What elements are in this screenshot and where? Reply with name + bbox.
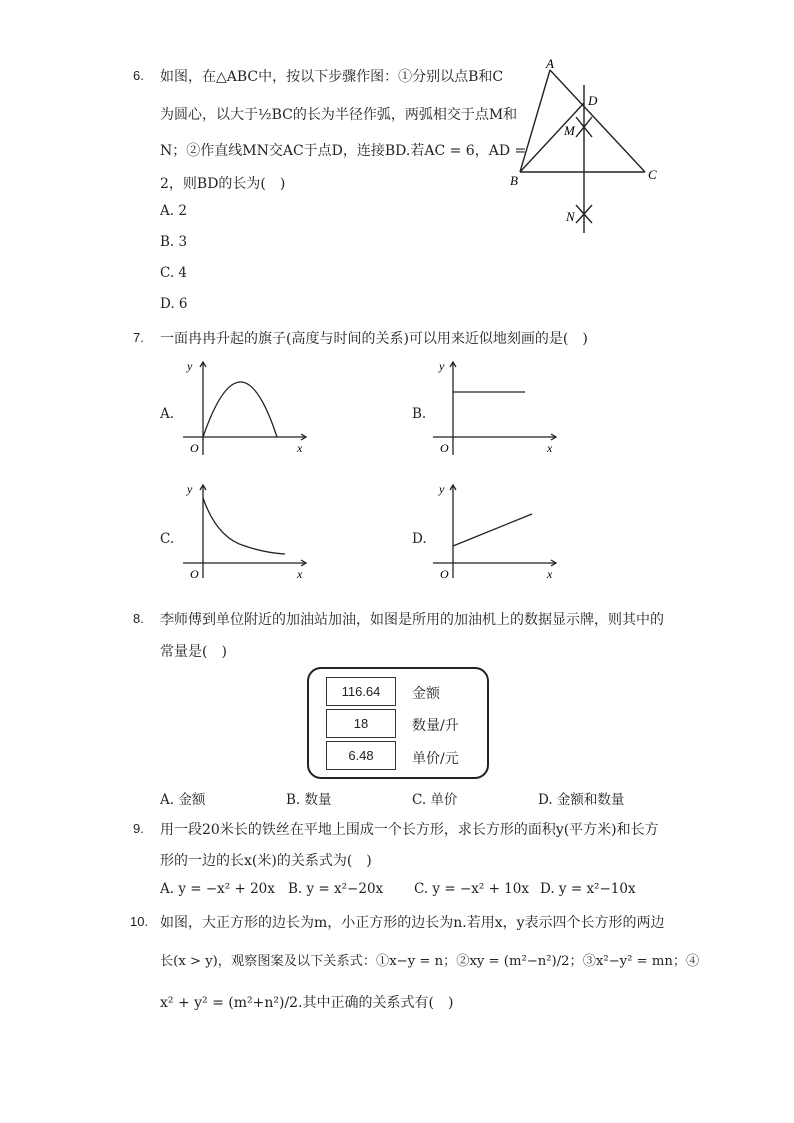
graph-d (425, 478, 565, 583)
question-number: 8. (133, 611, 144, 626)
quantity-label: 数量/升 (412, 718, 459, 734)
option-c[interactable]: C. 4 (160, 265, 188, 281)
question-text: 如图，大正方形的边长为m，小正方形的边长为n.若用x，y表示四个长方形的两边 (160, 915, 665, 931)
option-c[interactable]: C. 单价 (412, 792, 458, 808)
option-b[interactable]: B. 数量 (286, 792, 332, 808)
option-d[interactable]: D. (412, 531, 427, 547)
option-d[interactable]: D. 6 (160, 296, 188, 312)
question-text: 长(x > y)，观察图案及以下关系式：①x−y = n；②xy = (m²−n²)/2；③x²−y² = mn；④ (160, 954, 700, 969)
option-a[interactable]: A. 金额 (160, 792, 206, 808)
option-c[interactable]: C. y = −x² + 10x (414, 881, 529, 897)
side-ac (550, 70, 645, 172)
svg-text:x: x (547, 567, 553, 581)
option-a[interactable]: A. (160, 406, 175, 422)
graph-a (175, 355, 315, 460)
question-number: 9. (133, 821, 144, 836)
option-a[interactable]: A. y = −x² + 20x (160, 881, 275, 897)
label-d: D (588, 93, 598, 108)
amount-label: 金额 (412, 686, 440, 702)
option-a[interactable]: A. 2 (160, 203, 187, 219)
svg-text:y: y (187, 359, 193, 373)
option-d[interactable]: D. 金额和数量 (538, 792, 625, 808)
question-text: x² + y² = (m²+n²)/2.其中正确的关系式有( ) (160, 995, 454, 1011)
option-b[interactable]: B. y = x²−20x (288, 881, 384, 897)
svg-text:x: x (297, 567, 303, 581)
option-b[interactable]: B. (412, 406, 427, 422)
price-value: 6.48 (326, 741, 396, 770)
curve-parabola (203, 382, 277, 437)
graph-b (425, 355, 565, 460)
question-text: N；②作直线MN交AC于点D，连接BD.若AC = 6，AD = (160, 143, 527, 159)
question-number: 6. (133, 68, 144, 83)
label-n: N (566, 209, 575, 224)
svg-text:y: y (439, 359, 445, 373)
option-b[interactable]: B. 3 (160, 234, 188, 250)
pump-display (307, 667, 489, 779)
question-text: 2，则BD的长为( ) (160, 176, 286, 192)
label-a: A (546, 56, 554, 71)
svg-text:O: O (440, 567, 449, 581)
svg-text:x: x (547, 441, 553, 455)
question-text: 一面冉冉升起的旗子(高度与时间的关系)可以用来近似地刻画的是( ) (160, 331, 588, 347)
label-m: M (564, 123, 575, 138)
triangle-figure (500, 55, 670, 235)
price-label: 单价/元 (412, 751, 459, 767)
amount-value: 116.64 (326, 677, 396, 706)
question-number: 7. (133, 330, 144, 345)
question-text: 常量是( ) (160, 644, 227, 660)
svg-text:O: O (440, 441, 449, 455)
quantity-value: 18 (326, 709, 396, 738)
curve-decay (203, 498, 285, 554)
svg-text:O: O (190, 567, 199, 581)
question-text: 李师傅到单位附近的加油站加油，如图是所用的加油机上的数据显示牌，则其中的 (160, 612, 664, 628)
svg-text:y: y (439, 482, 445, 496)
svg-text:x: x (297, 441, 303, 455)
option-d[interactable]: D. y = x²−10x (540, 881, 636, 897)
question-text: 如图，在△ABC中，按以下步骤作图：①分别以点B和C (160, 69, 504, 85)
svg-text:O: O (190, 441, 199, 455)
label-b: B (510, 173, 518, 188)
graph-c (175, 478, 315, 583)
question-number: 10. (130, 914, 149, 929)
question-text: 用一段20米长的铁丝在平地上围成一个长方形，求长方形的面积y(平方米)和长方 (160, 822, 659, 838)
question-text: 为圆心，以大于½BC的长为半径作弧，两弧相交于点M和 (160, 107, 518, 123)
label-c: C (648, 167, 657, 182)
question-text: 形的一边的长x(米)的关系式为( ) (160, 853, 372, 869)
svg-text:y: y (187, 482, 193, 496)
option-c[interactable]: C. (160, 531, 175, 547)
curve-linear (453, 514, 532, 546)
